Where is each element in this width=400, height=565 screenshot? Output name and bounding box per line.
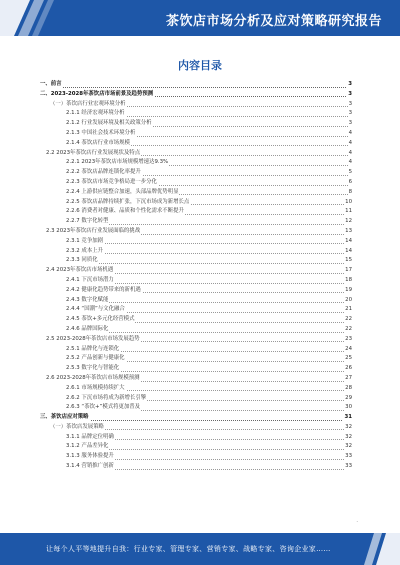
toc-entry-page: 21	[344, 305, 352, 315]
toc-entry-title: 2.2 2023年茶饮店行业发展现状及特点	[46, 149, 141, 159]
toc-entry[interactable]	[40, 384, 352, 394]
toc-entry-title: 2.6.3 “茶饮+”模式将更加普及	[66, 403, 141, 413]
toc-entry[interactable]	[40, 335, 352, 345]
toc-entry-page: 28	[344, 384, 352, 394]
toc-entry-page: 3	[348, 100, 352, 110]
toc-entry-page: 33	[344, 462, 352, 472]
toc-entry-title: 2.1.4 茶饮店行业市场规模	[66, 139, 131, 149]
toc-entry-title: 3.1.1 品牌定位明确	[66, 433, 115, 443]
toc-entry-page: 20	[344, 296, 352, 306]
toc-entry-page: 31	[343, 413, 352, 423]
toc-entry-title: 2.5.3 数字化与智能化	[66, 364, 120, 374]
toc-entry[interactable]	[40, 345, 352, 355]
toc-entry-title: 2.4.1 下沉市场潜力	[66, 276, 115, 286]
toc-entry-title: 2.4.3 数字化赋能	[66, 296, 109, 306]
toc-entry[interactable]	[40, 227, 352, 237]
toc-entry[interactable]	[40, 364, 352, 374]
toc-entry[interactable]	[40, 178, 352, 188]
toc-entry-title: 2.2.7 数字化转型	[66, 217, 109, 227]
toc-entry-page: 12	[344, 217, 352, 227]
toc-entry-title: 2.1.2 行业发展环境及相关政策分析	[66, 119, 153, 129]
toc-entry-title: 2.2.3 茶饮店市场竞争格局进一步分化	[66, 178, 158, 188]
toc-entry-title: 2.2.4 上游供应链整合加速，头部品牌优势明显	[66, 188, 179, 198]
toc-entry[interactable]	[40, 139, 352, 149]
toc-entry[interactable]	[40, 90, 352, 100]
toc-entry-page: 22	[344, 315, 352, 325]
toc-entry-title: 2.3 2023年茶饮店行业发展面临的挑战	[46, 227, 141, 237]
toc-entry-title: 2.6.1 市场规模持续扩大	[66, 384, 126, 394]
toc-entry[interactable]	[40, 403, 352, 413]
toc-entry[interactable]	[40, 188, 352, 198]
toc-entry-page: 3	[348, 109, 352, 119]
toc-entry-title: 2.4.4 “国潮”与文化融合	[66, 305, 126, 315]
toc-entry-page: 3	[348, 119, 352, 129]
header-banner	[0, 0, 400, 36]
toc-entry-page: 11	[344, 207, 352, 217]
toc-entry-page: 32	[344, 442, 352, 452]
toc-entry[interactable]	[40, 305, 352, 315]
toc-entry-page: 3	[347, 90, 352, 100]
toc-entry[interactable]	[40, 168, 352, 178]
toc-entry-title: 2.4.5 茶饮+多元化经营模式	[66, 315, 135, 325]
toc-entry-title: 2.2.1 2023年茶饮店市场规模增速达9.3%	[66, 158, 169, 168]
toc-entry-title: 3.1.3 服务体验提升	[66, 452, 115, 462]
toc-entry-page: 4	[348, 129, 352, 139]
footer-slogan: 让每个人平等地提升自我：行业专家、管理专家、营销专家、战略专家、咨询企业家……	[46, 545, 331, 553]
toc-leader-dots	[66, 243, 352, 244]
toc-leader-dots	[66, 263, 352, 264]
toc-entry[interactable]	[40, 256, 352, 266]
toc-entry[interactable]	[40, 119, 352, 129]
page-marker: ·	[356, 519, 358, 525]
toc-entry-page: 17	[344, 266, 352, 276]
toc-entry[interactable]	[40, 296, 352, 306]
toc-entry-title: 2.5.2 产品创新与健康化	[66, 354, 126, 364]
toc-entry-title: 2.3.1 竞争加剧	[66, 237, 104, 247]
toc-entry-title: 三、茶饮店应对策略	[40, 413, 90, 423]
toc-entry-page: 27	[344, 374, 352, 384]
toc-entry-page: 29	[344, 394, 352, 404]
toc-entry[interactable]	[40, 462, 352, 472]
toc-entry-page: 24	[344, 345, 352, 355]
toc-entry-page: 14	[344, 247, 352, 257]
toc-entry-title: 2.1.3 中国社会技术环境分析	[66, 129, 136, 139]
toc-leader-dots	[40, 87, 352, 88]
toc-entry[interactable]	[40, 80, 352, 90]
toc-entry-title: 2.1.1 经济宏观环境分析	[66, 109, 126, 119]
toc-entry-title: 2.4 2023年茶饮店市场机遇	[46, 266, 114, 276]
toc-entry[interactable]	[40, 374, 352, 384]
toc-entry-page: 25	[344, 354, 352, 364]
toc-entry-page: 33	[344, 452, 352, 462]
toc-entry[interactable]	[40, 109, 352, 119]
footer-decoration	[360, 533, 400, 565]
toc-heading: 内容目录	[178, 59, 222, 72]
toc-entry[interactable]	[40, 100, 352, 110]
toc-entry-title: 2.5.1 品牌化与连锁化	[66, 345, 120, 355]
toc-entry-title: 3.1.2 产品差异化	[66, 442, 109, 452]
toc-entry-page: 14	[344, 237, 352, 247]
toc-entry-title: 2.3.2 成本上升	[66, 247, 104, 257]
toc-entry[interactable]	[40, 325, 352, 335]
toc-entry-page: 15	[344, 256, 352, 266]
toc-entry-page: 3	[347, 80, 352, 90]
toc-entry-page: 5	[348, 168, 352, 178]
toc-entry-page: 32	[344, 433, 352, 443]
toc-entry-page: 26	[344, 364, 352, 374]
toc-entry[interactable]	[40, 266, 352, 276]
toc-entry[interactable]	[40, 207, 352, 217]
toc-entry-title: 2.6 2023-2028年茶饮店市场规模预测	[46, 374, 141, 384]
toc-entry[interactable]	[40, 354, 352, 364]
toc-entry-page: 32	[344, 423, 352, 433]
toc-entry[interactable]	[40, 158, 352, 168]
footer-banner	[0, 533, 400, 565]
toc-entry[interactable]	[40, 198, 352, 208]
toc-entry-title: 2.2.6 消费者对健康、品质和个性化需求不断提升	[66, 207, 185, 217]
toc-entry-page: 4	[348, 139, 352, 149]
toc-entry[interactable]	[40, 237, 352, 247]
toc-entry[interactable]	[40, 247, 352, 257]
toc-entry-page: 19	[344, 286, 352, 296]
toc-entry-title: 2.2.5 茶饮店品牌持续扩张，下沉市场成为新增长点	[66, 198, 190, 208]
toc-entry[interactable]	[40, 315, 352, 325]
toc-entry-title: 2.5 2023-2028年茶饮店市场发展趋势	[46, 335, 141, 345]
toc-entry-page: 18	[344, 276, 352, 286]
toc-entry[interactable]	[40, 129, 352, 139]
report-title: 茶饮店市场分析及应对策略研究报告	[165, 14, 382, 29]
toc-entry-title: （一）茶饮店发展策略	[50, 423, 105, 433]
toc-entry-title: 2.4.2 健康化趋势带来的新机遇	[66, 286, 142, 296]
toc-entry[interactable]	[40, 217, 352, 227]
toc-entry-page: 4	[348, 149, 352, 159]
toc-entry-page: 10	[344, 198, 352, 208]
toc-entry[interactable]	[40, 413, 352, 423]
toc-entry-page: 23	[344, 335, 352, 345]
toc-entry-title: 2.4.6 品牌国际化	[66, 325, 109, 335]
table-of-contents	[40, 80, 352, 472]
toc-entry-title: 2.2.2 茶饮店品牌连锁化率提升	[66, 168, 142, 178]
toc-entry[interactable]	[40, 452, 352, 462]
toc-entry[interactable]	[40, 149, 352, 159]
toc-entry-title: 二、2023-2028年茶饮店市场前景及趋势预测	[40, 90, 154, 100]
toc-entry[interactable]	[40, 286, 352, 296]
toc-entry[interactable]	[40, 442, 352, 452]
toc-leader-dots	[66, 253, 352, 254]
toc-entry-title: 2.3.3 同质化	[66, 256, 99, 266]
toc-entry-title: 3.1.4 营销推广创新	[66, 462, 115, 472]
toc-entry-page: 30	[344, 403, 352, 413]
toc-entry-page: 22	[344, 325, 352, 335]
toc-entry[interactable]	[40, 433, 352, 443]
toc-entry-title: 2.6.2 下沉市场将成为新增长引擎	[66, 394, 147, 404]
toc-entry-page: 6	[348, 178, 352, 188]
toc-entry-page: 8	[348, 188, 352, 198]
toc-entry-title: 一、前言	[40, 80, 63, 90]
toc-entry-page: 4	[348, 158, 352, 168]
toc-entry[interactable]	[40, 276, 352, 286]
toc-entry-page: 13	[344, 227, 352, 237]
toc-entry[interactable]	[40, 394, 352, 404]
toc-entry[interactable]	[40, 423, 352, 433]
toc-entry-title: （一）茶饮店行业宏观环境分析	[50, 100, 126, 110]
